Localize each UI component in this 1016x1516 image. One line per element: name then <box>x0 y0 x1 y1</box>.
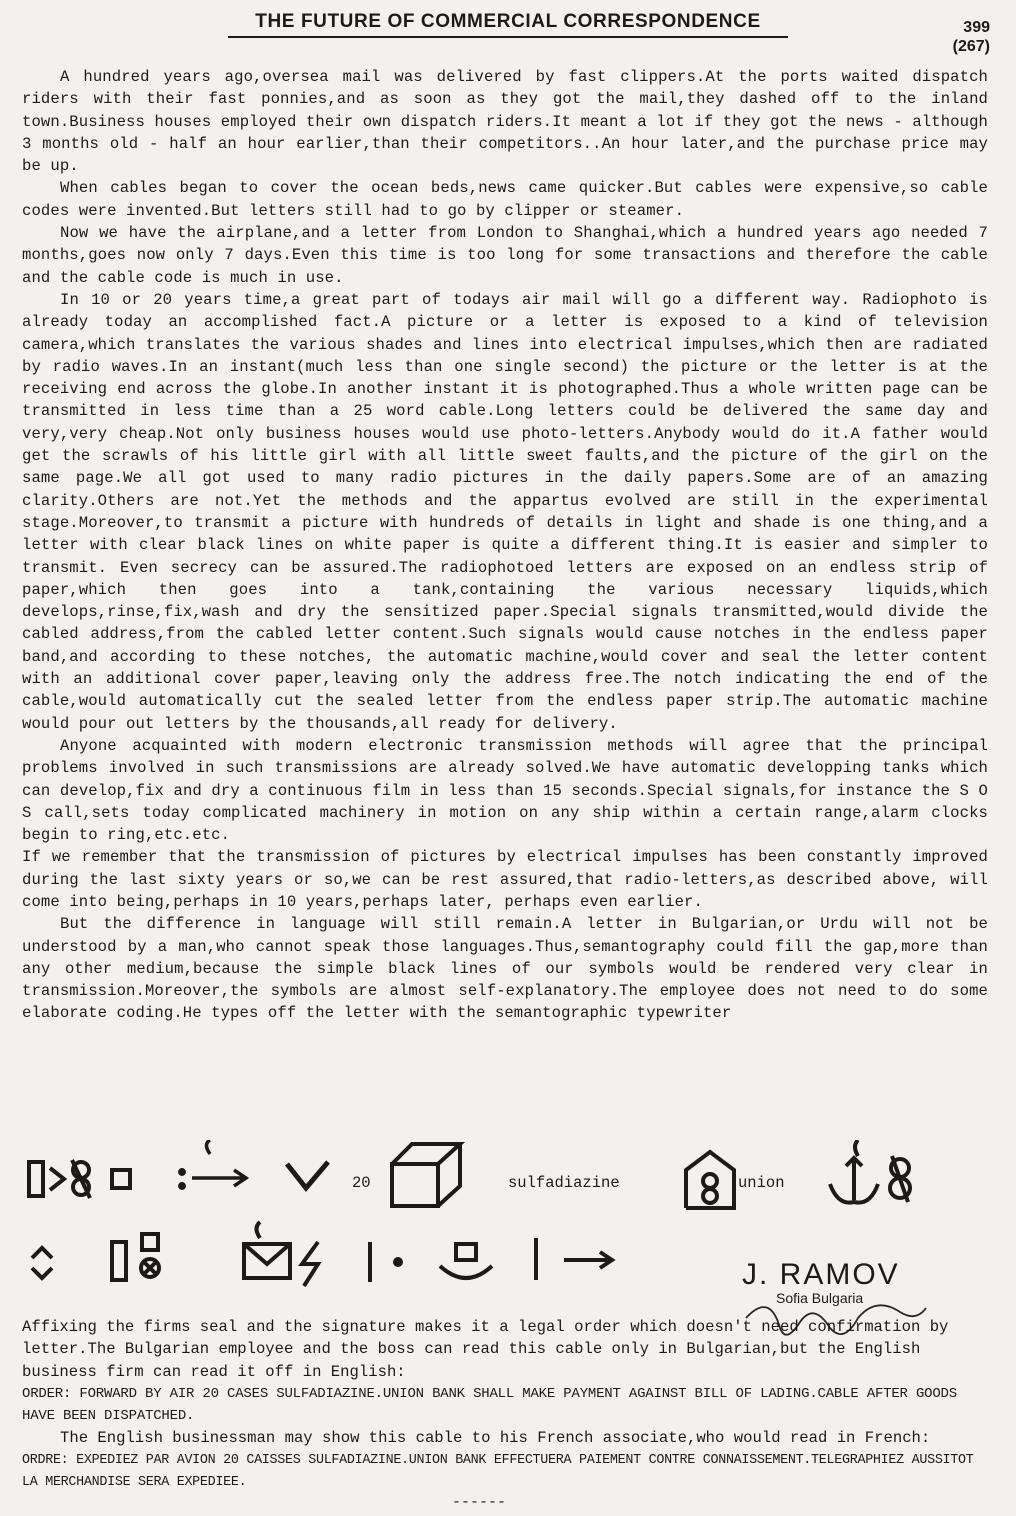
order-symbol-icon <box>26 1154 146 1204</box>
cable-letter-icon <box>240 1218 340 1288</box>
forward-arrow-icon <box>172 1140 252 1204</box>
end-mark: ------ <box>452 1494 507 1511</box>
french-order-text: ORDRE: EXPEDIEZ PAR AVION 20 CAISSES SULFADIAZINE.UNION BANK EFFECTUERA PAIEMENT CONTRE CONNAISSEMENT.TELEGRAPHIEZ AUSSITOT LA MERCHANDISE SERA EXPEDIEE. <box>22 1452 974 1491</box>
against-symbol-icon <box>28 1244 68 1284</box>
symbol-word-union: union <box>738 1174 785 1192</box>
paragraph-radiophoto: In 10 or 20 years time,a great part of todays air mail will go a different way. Radiophoto is already today an accomplished fact.A picture or a letter is exposed to a kind of television camera,which translates the various shades and lines into electrical impulses,which then are radiated by radio waves.In an instant(much less than one single second) the picture or the letter is at the receiving end across the globe.In another instant it is photographed.Thus a whole written page can be transmitted in less time than a 25 word cable.Long letters could be delivered the same day and very,very cheap.Not only business houses would use photo-letters.Anybody would do it.A father would get the scrawls of his little girl with all little sweet faults,and the picture of the girl on the same page.We all got used to many radio pictures in the daily papers.Some are of an amazing clarity.Others are not.Yet the methods and the appartus evolved are still in the experimental stage.Moreover,to transmit a picture with hundreds of details in light and shade is one thing,and a letter with clear black lines on white paper is quite a different thing.It is easier and simpler to transmit. Even secrecy can be assured.The radiophotoed letters are exposed on an endless strip of paper,which then goes into a tank,containing the various necessary liquids,which develops,rinse,fix,wash and dry the sensitized paper.Special signals transmitted,would divide the cabled address,from the cabled letter content.Such signals would cause notches in the endless paper band,and according to these notches, the automatic machine,would cover and seal the letter content with an additional cover paper,leaving only the address free.The notch indicating the end of the cable,would automatically cut the sealed letter from the endless paper strip.The automatic machine would pour out letters by the thousands,all ready for delivery. <box>22 290 988 733</box>
symbol-word-sulfadiazine: sulfadiazine <box>508 1174 620 1192</box>
case-box-icon <box>388 1140 468 1210</box>
article-body <box>22 66 988 1025</box>
bill-of-lading-icon <box>108 1228 178 1284</box>
paragraph-cables: When cables began to cover the ocean beds,news came quicker.But cables were expensive,so cable codes were invented.But letters still had to go by clipper or steamer. <box>22 179 988 220</box>
page-number-secondary: (267) <box>952 38 990 55</box>
page-title: THE FUTURE OF COMMERCIAL CORRESPONDENCE <box>255 11 761 32</box>
paragraph-airplane: Now we have the airplane,and a letter from London to Shanghai,which a hundred years ago needed 7 months,goes now only 7 days.Even this time is too long for some transactions and therefore the cable and the cable code is much in use. <box>22 224 988 287</box>
paragraph-pictures: If we remember that the transmission of pictures by electrical impulses has been constantly improved during the last sixty years or so,we can be rest assured,that radio-letters,as described above, will come into being,perhaps in 10 years,perhaps later, perhaps even earlier. <box>22 848 988 911</box>
anchor-payment-icon <box>822 1140 922 1210</box>
paragraph-electronic: Anyone acquainted with modern electronic transmission methods will agree that the principal problems involved in such transmissions are already solved.We have automatic developping tanks which can develop,fix and dry a continuous film in less than 15 seconds.Special signals,for instance the S O S call,sets today complicated machinery in motion on any ship within a certain range,alarm clocks begin to ring,etc.etc. <box>22 736 988 845</box>
paragraph-language: But the difference in language will still remain.A letter in Bulgarian,or Urdu will not be understood by a man,who cannot speak those languages.Thus,semantography could fill the gap,more than any other medium,because the simple black lines of our symbols would be rendered very clear in transmission.Moreover,the symbols are almost self-explanatory.The employee does not need to do some elaborate coding.He types off the letter with the semantographic typewriter <box>22 915 988 1023</box>
signature-name: J. RAMOV <box>742 1258 900 1291</box>
dispatched-arrow-icon <box>526 1234 616 1284</box>
page-header <box>228 10 788 38</box>
paragraph-french-associate: The English businessman may show this cable to his French associate,who would read in French: <box>60 1429 931 1448</box>
semantography-row-1 <box>22 1140 988 1210</box>
signature-place: Sofia Bulgaria <box>776 1290 864 1306</box>
paragraph-legal-order: Affixing the firms seal and the signature makes it a legal order which doesn't need confirmation by letter.The Bulgarian employee and the boss can read this cable only in Bulgarian,but the English business firm can read it off in English: <box>22 1318 949 1381</box>
page-number: 399 <box>963 19 990 36</box>
after-symbol-icon <box>364 1240 414 1286</box>
air-symbol-icon <box>284 1158 332 1198</box>
cable-explanation <box>22 1316 988 1494</box>
bank-house-icon <box>682 1148 742 1210</box>
quantity-number: 20 <box>352 1174 371 1192</box>
page-number-block <box>953 18 990 56</box>
english-order-text: ORDER: FORWARD BY AIR 20 CASES SULFADIAZINE.UNION BANK SHALL MAKE PAYMENT AGAINST BILL OF LADING.CABLE AFTER GOODS HAVE BEEN DISPATCHED. <box>22 1385 957 1425</box>
goods-symbol-icon <box>434 1240 504 1286</box>
title-underline <box>228 36 788 38</box>
paragraph-clippers: A hundred years ago,oversea mail was delivered by fast clippers.At the ports waited dispatch riders with their fast ponnies,and as soon as they got the mail,they dashed off to the inland town.Business houses employed their own dispatch riders.It meant a lot if they got the news - although 3 months old - half an hour earlier,than their competitors..An hour later,and the purchase price may be up. <box>22 68 988 176</box>
